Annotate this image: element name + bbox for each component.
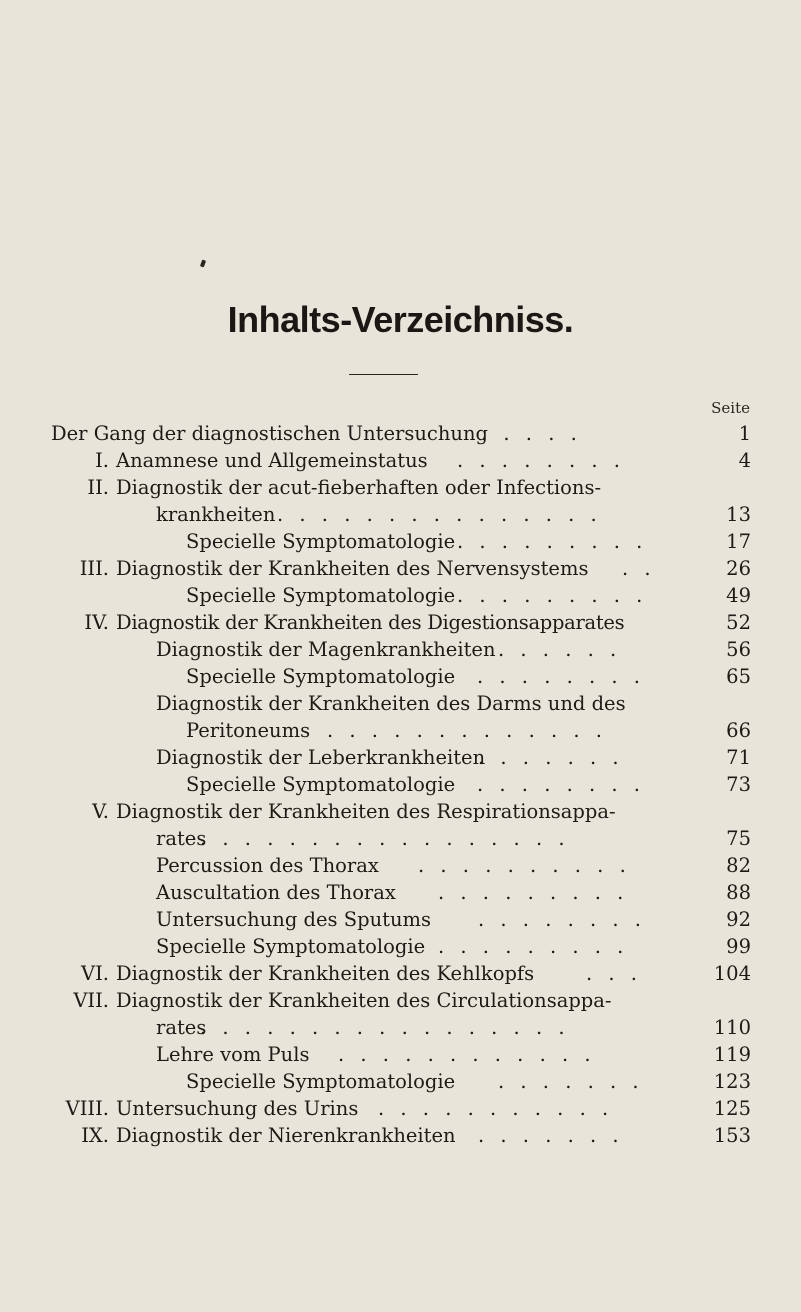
toc-entry-text: rates: [156, 827, 207, 850]
toc-row: [0, 583, 801, 609]
toc-page-number: 119: [713, 1043, 751, 1066]
toc-page-number: 73: [726, 773, 751, 796]
toc-row: [0, 556, 801, 582]
toc-entry-text: Anamnese und Allgemeinstatus: [116, 449, 428, 472]
toc-entry-text: Diagnostik der Krankheiten des Nervensystems: [116, 557, 589, 580]
toc-chapter-number: I.: [95, 449, 109, 472]
toc-row: [0, 1042, 801, 1068]
toc-page-number: 88: [726, 881, 751, 904]
toc-leader-dots: . . . . . . . . .: [457, 530, 648, 553]
toc-page-number: 65: [726, 665, 751, 688]
toc-page-number: 82: [726, 854, 751, 877]
toc-row: [0, 745, 801, 771]
toc-entry-text: Specielle Symptomatologie: [186, 1070, 456, 1093]
toc-row: [0, 502, 801, 528]
toc-chapter-number: III.: [79, 557, 109, 580]
toc-leader-dots: . . . . . .: [498, 638, 622, 661]
toc-page-number: 125: [713, 1097, 751, 1120]
toc-row: [0, 1069, 801, 1095]
toc-page-number: 92: [726, 908, 751, 931]
toc-leader-dots: . . . . . . . . .: [438, 881, 629, 904]
toc-page-number: 104: [713, 962, 751, 985]
toc-entry-text: Diagnostik der Nierenkrankheiten: [116, 1124, 456, 1147]
toc-leader-dots: . . .: [586, 962, 642, 985]
toc-row: [0, 772, 801, 798]
toc-row: [0, 718, 801, 744]
toc-row: [0, 853, 801, 879]
toc-entry-text: Diagnostik der Krankheiten des Circulationsappa-: [116, 989, 612, 1012]
toc-row: [0, 880, 801, 906]
toc-entry-text: Specielle Symptomatologie: [156, 935, 426, 958]
toc-row: [0, 826, 801, 852]
toc-entry-text: Diagnostik der Krankheiten des Kehlkopfs: [116, 962, 535, 985]
toc-leader-dots: . . . . . . . .: [457, 449, 625, 472]
toc-entry-text: Diagnostik der Magenkrankheiten: [156, 638, 496, 661]
toc-entry-text: Diagnostik der Krankheiten des Respirationsappa-: [116, 800, 616, 823]
toc-leader-dots: . . . . . . .: [498, 1070, 644, 1093]
toc-row: [0, 1123, 801, 1149]
toc-row: [0, 1015, 801, 1041]
toc-entry-text: Diagnostik der Leberkrankheiten: [156, 746, 486, 769]
toc-row: [0, 448, 801, 474]
toc-row: [0, 637, 801, 663]
toc-leader-dots: . . . . . . . .: [477, 665, 645, 688]
toc-entry-text: Diagnostik der Krankheiten des Digestionsapparates: [116, 611, 625, 634]
toc-leader-dots: . . . . . . . . . . . . . . . . .: [200, 827, 570, 850]
toc-chapter-number: VI.: [81, 962, 109, 985]
title-rule: [349, 374, 418, 375]
toc-leader-dots: . . . . . . . . . . . .: [338, 1043, 596, 1066]
toc-entry-text: Lehre vom Puls: [156, 1043, 310, 1066]
toc-leader-dots: . . . . . . . . . . . . . . . . .: [200, 1016, 570, 1039]
toc-page-number: 17: [726, 530, 751, 553]
toc-leader-dots: . . . . . . .: [478, 746, 624, 769]
toc-row: [0, 475, 801, 501]
toc-entry-text: Untersuchung des Urins: [116, 1097, 359, 1120]
toc-entry-text: Specielle Symptomatologie: [186, 665, 456, 688]
page-column-label: Seite: [711, 399, 750, 417]
toc-leader-dots: . . . . . . . . .: [438, 935, 629, 958]
toc-entry-text: Untersuchung des Sputums: [156, 908, 432, 931]
toc-page-number: 71: [726, 746, 751, 769]
toc-row: [0, 421, 801, 447]
toc-row: [0, 961, 801, 987]
toc-row: [0, 934, 801, 960]
toc-leader-dots: . . . . .: [481, 422, 582, 445]
toc-chapter-number: IX.: [81, 1124, 109, 1147]
toc-row: [0, 907, 801, 933]
toc-leader-dots: . . . . . . . .: [477, 773, 645, 796]
toc-leader-dots: . . . . . . . .: [478, 908, 646, 931]
toc-entry-text: Percussion des Thorax: [156, 854, 379, 877]
toc-page-number: 56: [726, 638, 751, 661]
toc-leader-dots: . . . . . . . . .: [457, 584, 648, 607]
toc-leader-dots: . . . . . . . . . . . . . . .: [277, 503, 602, 526]
toc-row: [0, 664, 801, 690]
toc-page-number: 99: [726, 935, 751, 958]
toc-page-number: 75: [726, 827, 751, 850]
toc-leader-dots: . . . . . . . . . . .: [378, 1097, 614, 1120]
toc-row: [0, 988, 801, 1014]
toc-leader-dots: . . . . . . .: [478, 1124, 624, 1147]
toc-leader-dots: . . . . . . . . . . . . .: [327, 719, 607, 742]
toc-row: [0, 1096, 801, 1122]
toc-page-number: 26: [726, 557, 751, 580]
toc-chapter-number: IV.: [84, 611, 109, 634]
toc-row: [0, 799, 801, 825]
toc-page-number: 4: [738, 449, 751, 472]
toc-page-number: 110: [713, 1016, 751, 1039]
toc-leader-dots: . . . . . . . . . .: [418, 854, 631, 877]
ink-speck: [200, 260, 206, 268]
toc-entry-text: Specielle Symptomatologie: [186, 584, 456, 607]
toc-row: [0, 529, 801, 555]
page-title: Inhalts-Verzeichniss.: [227, 299, 574, 340]
toc-page-number: 153: [713, 1124, 751, 1147]
toc-entry-text: Diagnostik der Krankheiten des Darms und des: [156, 692, 626, 715]
toc-entry-text: Specielle Symptomatologie: [186, 773, 456, 796]
toc-page-number: 66: [726, 719, 751, 742]
toc-entry-text: krankheiten: [156, 503, 276, 526]
toc-page-number: 123: [713, 1070, 751, 1093]
toc-chapter-number: VIII.: [65, 1097, 109, 1120]
toc-entry-text: rates: [156, 1016, 207, 1039]
toc-page-number: 1: [738, 422, 751, 445]
toc-row: [0, 691, 801, 717]
toc-page-number: 52: [726, 611, 751, 634]
toc-entry-text: Auscultation des Thorax: [156, 881, 396, 904]
toc-entry-text: Peritoneums: [186, 719, 311, 742]
toc-entry-text: Diagnostik der acut-fieberhaften oder Infections-: [116, 476, 602, 499]
toc-page-number: 13: [726, 503, 751, 526]
toc-chapter-number: V.: [92, 800, 109, 823]
toc-row: [0, 610, 801, 636]
toc-leader-dots: . .: [622, 557, 656, 580]
toc-entry-text: Der Gang der diagnostischen Untersuchung: [51, 422, 489, 445]
toc-entry-text: Specielle Symptomatologie: [186, 530, 456, 553]
toc-chapter-number: VII.: [73, 989, 109, 1012]
toc-page-number: 49: [726, 584, 751, 607]
toc-chapter-number: II.: [87, 476, 109, 499]
